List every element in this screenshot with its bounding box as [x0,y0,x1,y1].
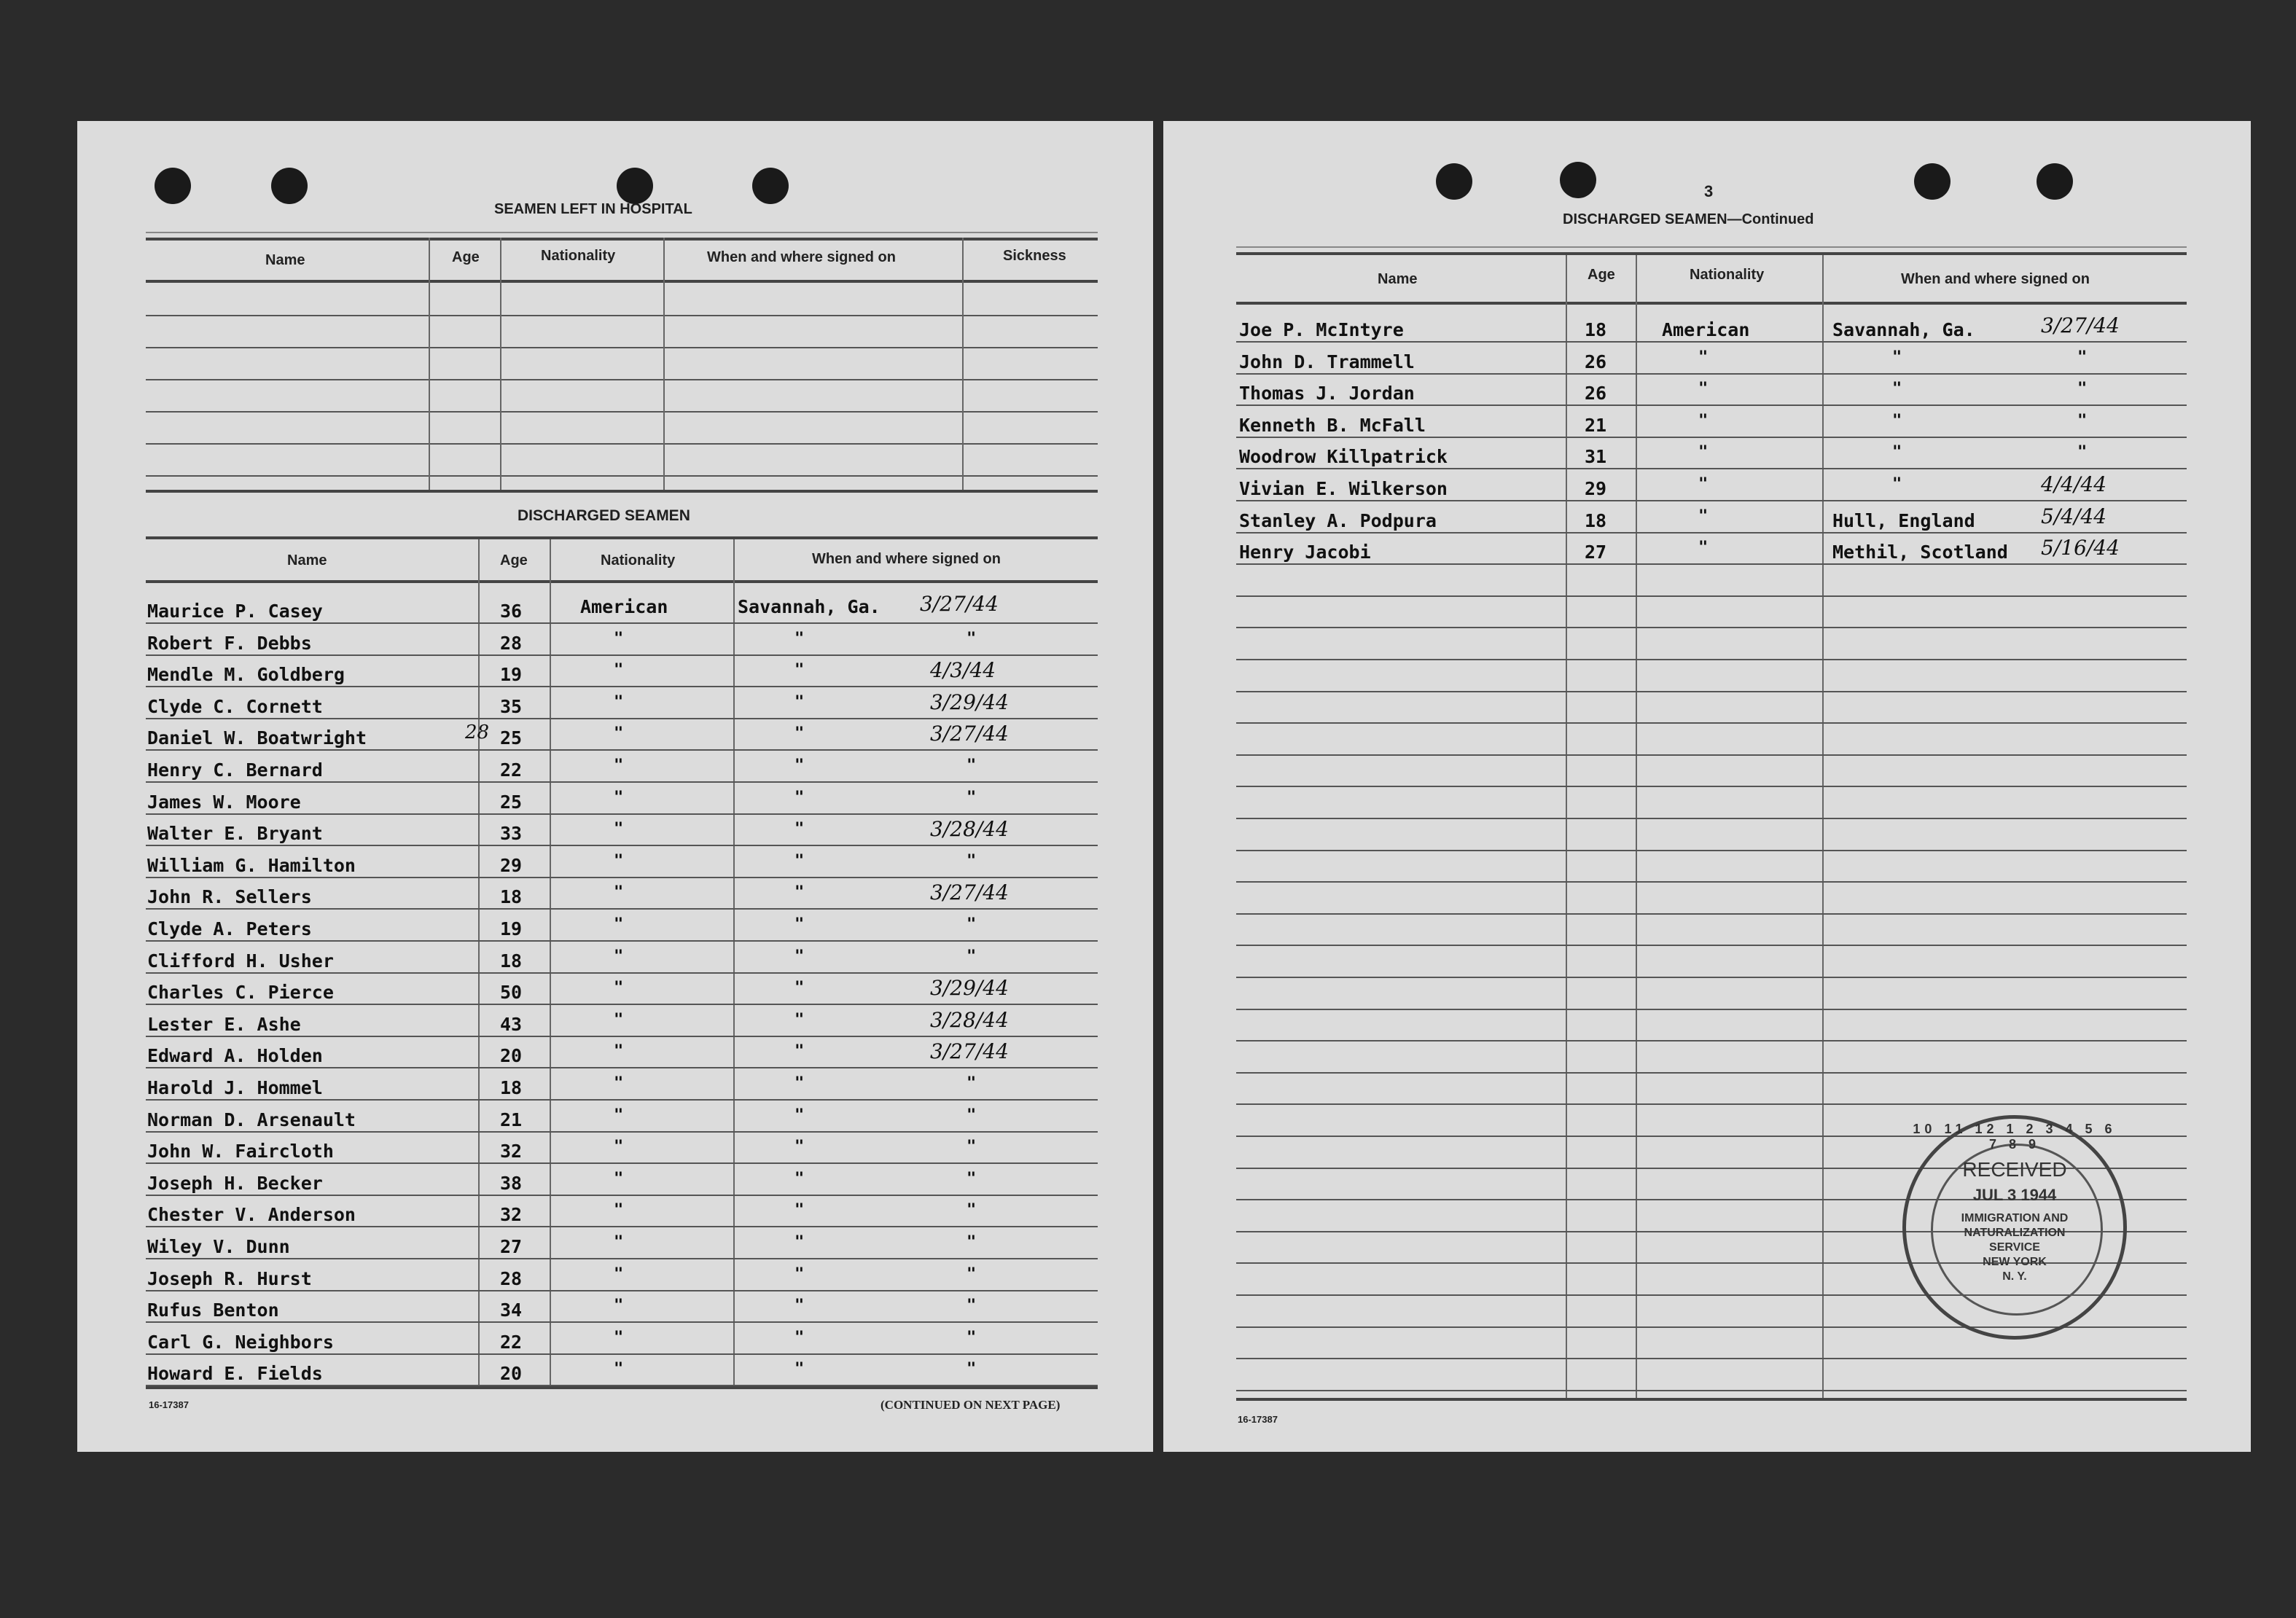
table-row-rule [1236,627,2187,628]
table-row-rule [1236,1009,2187,1010]
table-row-rule [146,1099,1098,1101]
ditto-mark: " [794,1329,805,1347]
table-row-rule [1236,691,2187,692]
signed-on-date-cell: 3/27/44 [920,592,999,616]
ditto-mark: " [794,724,805,743]
seaman-age-cell: 20 [500,1045,523,1066]
signed-on-date-cell: 3/28/44 [930,817,1009,841]
ditto-mark: " [2077,380,2088,398]
ditto-mark: " [794,979,805,997]
column-header-name: Name [287,552,327,568]
signed-on-date-cell: 5/16/44 [2041,536,2120,560]
table-row-rule [1236,659,2187,660]
punch-hole [1436,163,1472,200]
table-row-rule [146,781,1098,783]
ditto-mark: " [967,630,977,648]
punch-hole [2037,163,2073,200]
seaman-name-cell: Walter E. Bryant [147,823,323,844]
ditto-mark: " [614,724,624,743]
seaman-name-cell: Stanley A. Podpura [1239,510,1437,531]
ditto-mark: " [1698,443,1709,461]
nationality-cell: American [1662,319,1750,340]
table-row-rule [146,1195,1098,1196]
page-number: 3 [1704,182,1714,200]
ditto-mark: " [794,1011,805,1029]
table-row-rule [146,1385,1098,1386]
ditto-mark: " [614,1042,624,1060]
seaman-age-cell: 27 [500,1236,523,1257]
stamp-received: RECEIVED [1962,1158,2067,1181]
rule [146,347,1098,348]
column-header-age: Age [500,552,528,568]
table-row-rule [146,877,1098,878]
seaman-name-cell: Charles C. Pierce [147,982,334,1003]
ditto-mark: " [1698,475,1709,493]
table-row-rule [146,718,1098,719]
ditto-mark: " [967,1360,977,1378]
table-row-rule [1236,977,2187,978]
seaman-name-cell: John D. Trammell [1239,351,1415,372]
column-divider [962,238,964,490]
seaman-name-cell: Henry C. Bernard [147,759,323,781]
seaman-name-cell: Joseph H. Becker [147,1173,323,1194]
column-divider [1636,255,1637,1399]
signed-on-place-cell: Savannah, Ga. [738,596,880,617]
ditto-mark: " [1698,348,1709,367]
table-row-rule [146,749,1098,751]
ditto-mark: " [614,1106,624,1125]
ditto-mark: " [614,789,624,807]
stamp-line: NEW YORK [1983,1256,2047,1268]
discharged-continued-title: DISCHARGED SEAMEN—Continued [1563,211,1814,227]
table-row-rule [1236,341,2187,343]
seaman-name-cell: William G. Hamilton [147,855,356,876]
seaman-name-cell: Maurice P. Casey [147,601,323,622]
rule [146,536,1098,539]
signed-on-date-cell: 3/27/44 [930,1039,1009,1063]
stamp-clock-ring: 10 11 12 1 2 3 4 5 6 7 8 9 [1913,1122,2117,1152]
ditto-mark: " [1698,507,1709,525]
seaman-age-cell: 31 [1585,446,1607,467]
ditto-mark: " [967,789,977,807]
ditto-mark: " [967,1329,977,1347]
ditto-mark: " [967,1201,977,1219]
table-row-rule [146,845,1098,846]
seaman-age-cell: 18 [1585,510,1607,531]
column-header-age: Age [452,249,480,265]
seaman-name-cell: Kenneth B. McFall [1239,415,1426,436]
rule [146,443,1098,445]
seaman-name-cell: Chester V. Anderson [147,1204,356,1225]
column-header-signed-on: When and where signed on [812,551,1001,567]
ditto-mark: " [967,1170,977,1188]
seaman-age-cell: 21 [1585,415,1607,436]
ditto-mark: " [614,1297,624,1315]
seaman-age-cell: 38 [500,1173,523,1194]
punch-hole [1560,162,1596,198]
table-row-rule [1236,1390,2187,1391]
signed-on-place-cell: Savannah, Ga. [1832,319,1975,340]
seaman-name-cell: Carl G. Neighbors [147,1332,334,1353]
ditto-mark: " [794,1360,805,1378]
table-row-rule [146,1353,1098,1355]
seaman-age-cell: 32 [500,1141,523,1162]
seaman-age-cell: 21 [500,1109,523,1130]
table-row-rule [1236,1103,2187,1105]
signed-on-date-cell: 3/27/44 [930,722,1009,746]
table-row-rule [146,940,1098,942]
rule [1236,1398,2187,1401]
rule [146,475,1098,477]
ditto-mark: " [794,1106,805,1125]
ditto-mark: " [614,1201,624,1219]
table-row-rule [1236,786,2187,787]
stamp-line: IMMIGRATION AND [1961,1212,2069,1224]
ditto-mark: " [614,979,624,997]
punch-hole [617,168,653,204]
punch-hole [155,168,191,204]
ditto-mark: " [967,1297,977,1315]
ditto-mark: " [614,1360,624,1378]
ditto-mark: " [614,630,624,648]
signed-on-place-cell: Hull, England [1832,510,1975,531]
ditto-mark: " [967,1233,977,1251]
table-row-rule [1236,818,2187,819]
ditto-mark: " [1892,412,1902,430]
seaman-age-cell: 32 [500,1204,523,1225]
seaman-age-cell: 33 [500,823,523,844]
signed-on-date-cell: 3/29/44 [930,690,1009,714]
ditto-mark: " [794,693,805,711]
stamp-line: SERVICE [1989,1241,2040,1254]
ditto-mark: " [614,1265,624,1283]
ditto-mark: " [794,1042,805,1060]
seaman-age-cell: 27 [1585,542,1607,563]
ditto-mark: " [967,1074,977,1093]
seaman-age-cell: 28 [500,1268,523,1289]
seaman-name-cell: Woodrow Killpatrick [1239,446,1448,467]
table-row-rule [146,1321,1098,1323]
column-header-name: Name [1378,271,1418,287]
ditto-mark: " [967,1138,977,1156]
ditto-mark: " [794,915,805,934]
seaman-age-cell: 50 [500,982,523,1003]
column-header-signed-on: When and where signed on [707,249,896,265]
signed-on-date-cell: 3/29/44 [930,976,1009,1000]
ditto-mark: " [614,915,624,934]
ditto-mark: " [794,1265,805,1283]
ditto-mark: " [614,852,624,870]
signed-on-place-cell: Methil, Scotland [1832,542,2008,563]
ditto-mark: " [794,820,805,838]
ditto-mark: " [794,757,805,775]
ditto-mark: " [967,947,977,966]
table-row-rule [1236,373,2187,375]
seaman-age-cell: 34 [500,1300,523,1321]
seaman-age-cell: 29 [500,855,523,876]
table-row-rule [1236,404,2187,406]
rule [146,411,1098,413]
ditto-mark: " [614,883,624,902]
seaman-age-cell: 18 [1585,319,1607,340]
ditto-mark: " [614,820,624,838]
seaman-name-cell: Clyde C. Cornett [147,696,323,717]
table-row-rule [146,972,1098,974]
table-row-rule [1236,468,2187,469]
column-header-nationality: Nationality [601,552,676,568]
seaman-name-cell: Howard E. Fields [147,1363,323,1384]
ditto-mark: " [794,883,805,902]
ditto-mark: " [2077,348,2088,367]
seaman-name-cell: Lester E. Ashe [147,1014,301,1035]
column-header-signed-on: When and where signed on [1901,271,2090,287]
signed-on-date-cell: 3/28/44 [930,1008,1009,1032]
seaman-name-cell: Harold J. Hommel [147,1077,323,1098]
stamp-line: NATURALIZATION [1964,1227,2066,1239]
seaman-age-cell: 29 [1585,478,1607,499]
seaman-name-cell: Wiley V. Dunn [147,1236,290,1257]
column-divider [663,238,665,490]
seaman-name-cell: John R. Sellers [147,886,312,907]
table-row-rule [146,654,1098,656]
table-row-rule [146,1290,1098,1291]
signed-on-date-cell: 3/27/44 [930,880,1009,904]
ditto-mark: " [794,1170,805,1188]
table-row-rule [1236,1358,2187,1359]
seaman-age-cell: 25 [500,727,523,749]
ditto-mark: " [614,661,624,679]
column-divider [429,238,430,490]
seaman-age-cell: 26 [1585,383,1607,404]
ditto-mark: " [967,852,977,870]
ditto-mark: " [1892,348,1902,367]
seaman-name-cell: Robert F. Debbs [147,633,312,654]
ditto-mark: " [794,1201,805,1219]
ditto-mark: " [1892,475,1902,493]
discharged-section-title: DISCHARGED SEAMEN [518,507,690,524]
rule [1236,252,2187,255]
punch-hole [1914,163,1951,200]
rule [1236,246,2187,248]
ditto-mark: " [967,915,977,934]
table-row-rule [1236,563,2187,565]
ditto-mark: " [614,947,624,966]
ditto-mark: " [794,661,805,679]
seaman-age-cell: 36 [500,601,523,622]
ditto-mark: " [1698,412,1709,430]
ditto-mark: " [614,693,624,711]
column-header-nationality: Nationality [541,248,616,264]
seaman-name-cell: Daniel W. Boatwright [147,727,367,749]
table-row-rule [1236,532,2187,534]
table-row-rule [146,1162,1098,1164]
table-row-rule [1236,1040,2187,1041]
table-row-rule [146,813,1098,815]
ditto-mark: " [1698,380,1709,398]
table-row-rule [146,686,1098,687]
column-divider [500,238,501,490]
seaman-name-cell: Norman D. Arsenault [147,1109,356,1130]
seaman-name-cell: Clyde A. Peters [147,918,312,939]
table-row-rule [146,908,1098,910]
seaman-name-cell: Joseph R. Hurst [147,1268,312,1289]
seaman-name-cell: Rufus Benton [147,1300,279,1321]
seaman-name-cell: Edward A. Holden [147,1045,323,1066]
table-row-rule [146,1226,1098,1227]
table-row-rule [146,622,1098,624]
table-row-rule [1236,913,2187,915]
ditto-mark: " [1698,539,1709,557]
ditto-mark: " [794,852,805,870]
rule [146,379,1098,380]
continued-note: (CONTINUED ON NEXT PAGE) [880,1398,1061,1412]
seaman-age-cell: 19 [500,664,523,685]
form-number: 16-17387 [1238,1414,1278,1425]
table-row-rule [146,1004,1098,1005]
seaman-age-cell: 28 [500,633,523,654]
rule [146,280,1098,283]
table-row-rule [1236,595,2187,597]
table-row-rule [1236,850,2187,851]
rule [146,490,1098,493]
seaman-name-cell: Thomas J. Jordan [1239,383,1415,404]
seaman-name-cell: Vivian E. Wilkerson [1239,478,1448,499]
ditto-mark: " [794,1297,805,1315]
ditto-mark: " [794,789,805,807]
signed-on-date-cell: 5/4/44 [2041,504,2107,528]
seaman-age-cell: 18 [500,950,523,972]
seaman-age-cell: 18 [500,1077,523,1098]
signed-on-date-cell: 4/3/44 [930,658,996,682]
ditto-mark: " [2077,412,2088,430]
stamp-date: JUL 3 1944 [1972,1186,2057,1204]
signed-on-date-cell: 4/4/44 [2041,472,2107,496]
ditto-mark: " [2077,443,2088,461]
form-number: 16-17387 [149,1399,189,1410]
column-divider [1566,255,1567,1399]
punch-hole [752,168,789,204]
ditto-mark: " [614,757,624,775]
seaman-name-cell: James W. Moore [147,792,301,813]
punch-hole [271,168,308,204]
column-header-sickness: Sickness [1003,248,1066,264]
table-row-rule [146,1131,1098,1133]
column-divider [1822,255,1824,1399]
hospital-section-title: SEAMEN LEFT IN HOSPITAL [494,201,692,217]
ditto-mark: " [1892,380,1902,398]
ditto-mark: " [614,1011,624,1029]
table-row-rule [146,1258,1098,1259]
seaman-age-cell: 43 [500,1014,523,1035]
table-row-rule [1236,945,2187,946]
table-row-rule [1236,1072,2187,1074]
ditto-mark: " [967,1106,977,1125]
table-row-rule [1236,500,2187,501]
seaman-age-cell: 22 [500,1332,523,1353]
seaman-age-cell: 19 [500,918,523,939]
ditto-mark: " [967,1265,977,1283]
crossed-out-age: 28 [465,722,490,743]
rule [146,315,1098,316]
seaman-age-cell: 35 [500,696,523,717]
table-row-rule [1236,754,2187,756]
seaman-age-cell: 18 [500,886,523,907]
table-row-rule [1236,881,2187,883]
seaman-name-cell: John W. Faircloth [147,1141,334,1162]
column-header-name: Name [265,252,305,268]
nationality-cell: American [580,596,668,617]
ditto-mark: " [1892,443,1902,461]
received-stamp [1902,1115,2127,1340]
seaman-name-cell: Henry Jacobi [1239,542,1371,563]
signed-on-date-cell: 3/27/44 [2041,313,2120,337]
ditto-mark: " [794,630,805,648]
seaman-age-cell: 22 [500,759,523,781]
column-header-nationality: Nationality [1690,267,1765,283]
seaman-name-cell: Joe P. McIntyre [1239,319,1404,340]
table-row-rule [146,1067,1098,1068]
rule [146,238,1098,241]
rule [146,580,1098,583]
column-header-age: Age [1588,267,1615,283]
table-row-rule [146,1036,1098,1037]
seaman-age-cell: 26 [1585,351,1607,372]
ditto-mark: " [614,1138,624,1156]
ditto-mark: " [614,1074,624,1093]
seaman-age-cell: 25 [500,792,523,813]
ditto-mark: " [614,1233,624,1251]
ditto-mark: " [794,1233,805,1251]
seaman-name-cell: Mendle M. Goldberg [147,664,345,685]
ditto-mark: " [614,1329,624,1347]
ditto-mark: " [794,1138,805,1156]
stamp-line: N. Y. [2002,1270,2027,1283]
table-row-rule [1236,437,2187,438]
seaman-age-cell: 20 [500,1363,523,1384]
rule [146,1386,1098,1389]
rule [1236,302,2187,305]
seaman-name-cell: Clifford H. Usher [147,950,334,972]
ditto-mark: " [967,757,977,775]
ditto-mark: " [794,1074,805,1093]
ditto-mark: " [614,1170,624,1188]
ditto-mark: " [794,947,805,966]
table-row-rule [1236,722,2187,724]
rule [146,232,1098,233]
